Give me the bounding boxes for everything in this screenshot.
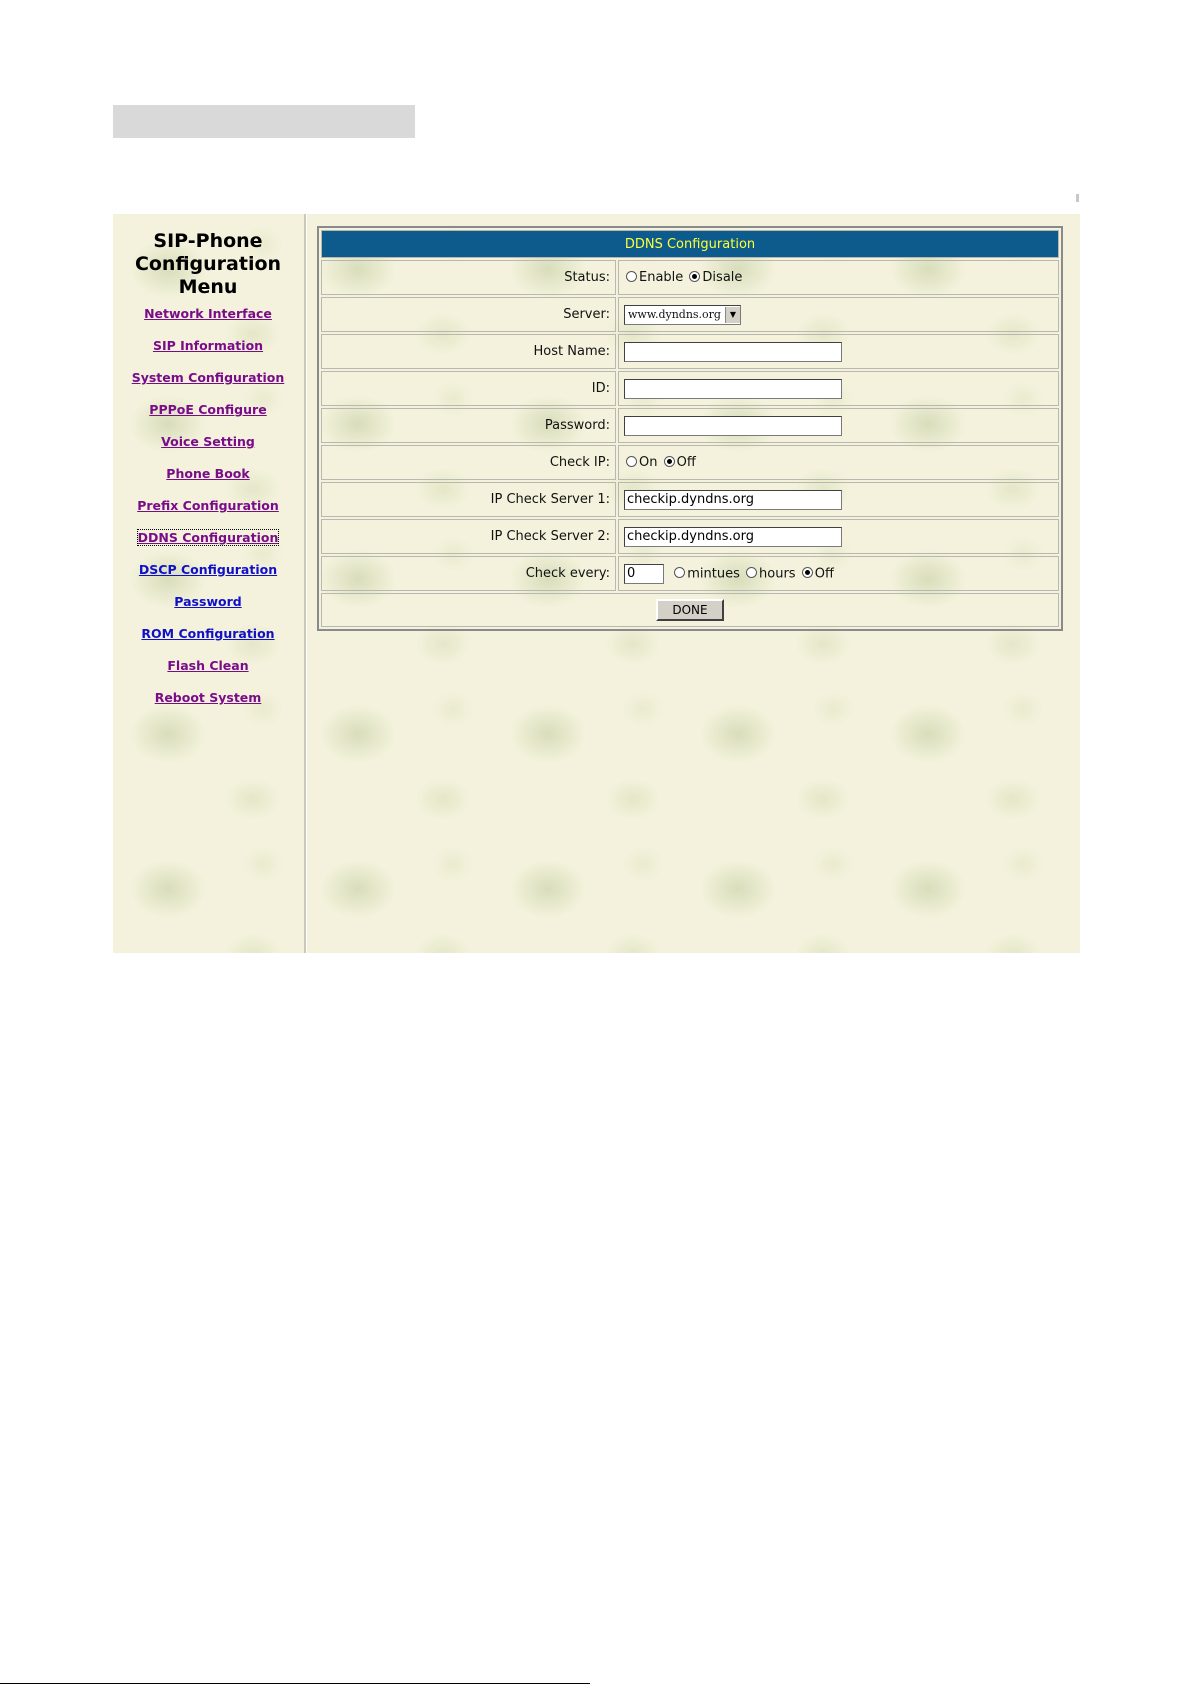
scroll-marker	[1076, 194, 1079, 202]
check-every-minutes-label: mintues	[687, 566, 740, 581]
menu-title-line-2: Configuration	[134, 253, 282, 275]
check-every-hours-label: hours	[759, 566, 796, 581]
ip-check-server-2-label: IP Check Server 2:	[321, 519, 616, 554]
status-disable-radio[interactable]	[689, 271, 700, 282]
ip-check-server-2-input[interactable]: checkip.dyndns.org	[624, 527, 842, 547]
frame-divider[interactable]	[304, 214, 307, 953]
status-enable-radio[interactable]	[626, 271, 637, 282]
footnote-rule	[0, 1683, 590, 1684]
row-check-ip	[321, 445, 1059, 480]
row-status	[321, 260, 1059, 295]
check-ip-on-label: On	[639, 455, 658, 470]
form-title: DDNS Configuration	[321, 230, 1059, 258]
check-ip-label: Check IP:	[321, 445, 616, 480]
menu-link-prefix-configuration[interactable]: Prefix Configuration	[137, 498, 279, 513]
ip-check-server-1-label: IP Check Server 1:	[321, 482, 616, 517]
check-every-input[interactable]: 0	[624, 564, 664, 584]
menu-link-sip-information[interactable]: SIP Information	[152, 338, 264, 353]
menu-title-line-3: Menu	[178, 276, 238, 298]
browser-frame	[113, 214, 1080, 953]
done-button[interactable]: DONE	[656, 599, 723, 621]
menu-link-rom-configuration[interactable]: ROM Configuration	[141, 626, 275, 641]
password-label: Password:	[321, 408, 616, 443]
menu-link-pppoe-configure[interactable]: PPPoE Configure	[149, 402, 267, 417]
check-ip-on-radio[interactable]	[626, 456, 637, 467]
check-every-label: Check every:	[321, 556, 616, 591]
server-select[interactable]	[624, 305, 741, 325]
host-name-input[interactable]	[624, 342, 842, 362]
menu-link-password[interactable]: Password	[174, 594, 242, 609]
check-ip-off-radio[interactable]	[664, 456, 675, 467]
server-select-value: www.dyndns.org	[628, 308, 721, 321]
status-enable-label: Enable	[639, 270, 684, 285]
chevron-down-icon[interactable]: ▼	[725, 307, 740, 323]
server-label: Server:	[321, 297, 616, 332]
check-every-off-label: Off	[814, 566, 834, 581]
row-password	[321, 408, 1059, 443]
check-every-off-radio[interactable]	[802, 567, 813, 578]
host-name-label: Host Name:	[321, 334, 616, 369]
check-ip-off-label: Off	[676, 455, 696, 470]
row-done	[321, 593, 1059, 627]
password-input[interactable]	[624, 416, 842, 436]
menu-link-voice-setting[interactable]: Voice Setting	[161, 434, 255, 449]
menu-link-dscp-configuration[interactable]: DSCP Configuration	[138, 562, 278, 577]
row-ip-check-server-1	[321, 482, 1059, 517]
menu-link-phone-book[interactable]: Phone Book	[166, 466, 250, 481]
menu-link-system-configuration[interactable]: System Configuration	[131, 370, 285, 385]
status-disable-label: Disale	[702, 270, 743, 285]
ddns-config-panel	[317, 226, 1063, 631]
row-id	[321, 371, 1059, 406]
menu-link-flash-clean[interactable]: Flash Clean	[167, 658, 249, 673]
row-host-name	[321, 334, 1059, 369]
check-every-hours-radio[interactable]	[746, 567, 757, 578]
ip-check-server-1-input[interactable]: checkip.dyndns.org	[624, 490, 842, 510]
ddns-config-table	[319, 228, 1061, 629]
row-server	[321, 297, 1059, 332]
sidebar	[113, 214, 303, 953]
status-label: Status:	[321, 260, 616, 295]
menu-link-ddns-configuration[interactable]: DDNS Configuration	[137, 530, 279, 545]
row-check-every	[321, 556, 1059, 591]
id-input[interactable]	[624, 379, 842, 399]
menu-link-network-interface[interactable]: Network Interface	[144, 306, 272, 321]
check-every-minutes-radio[interactable]	[674, 567, 685, 578]
menu-title	[113, 230, 303, 299]
id-label: ID:	[321, 371, 616, 406]
menu-title-line-1: SIP-Phone	[153, 230, 263, 252]
gray-header-bar	[113, 105, 415, 138]
row-ip-check-server-2	[321, 519, 1059, 554]
menu-link-reboot-system[interactable]: Reboot System	[154, 690, 262, 705]
